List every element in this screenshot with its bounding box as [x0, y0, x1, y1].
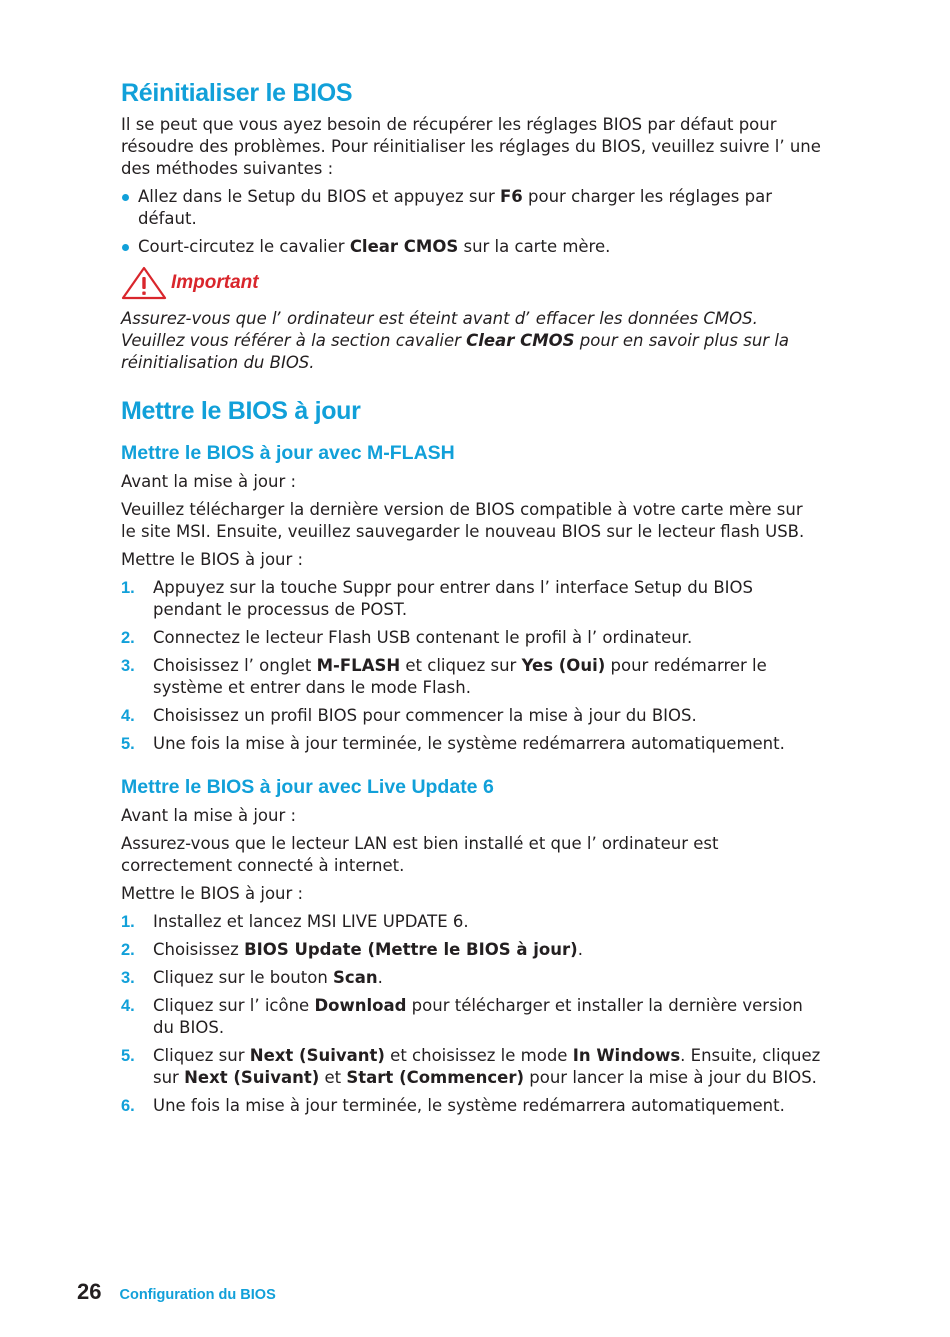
subsection-title-mflash: Mettre le BIOS à jour avec M-FLASH — [121, 442, 455, 464]
reset-methods-list — [121, 186, 821, 258]
step-number: 5. — [121, 735, 135, 753]
list-item: 2. Choisissez BIOS Update (Mettre le BIOS à jour). — [121, 940, 583, 959]
live-before-label: Avant la mise à jour : — [121, 806, 297, 825]
live-update-steps — [121, 911, 821, 1117]
live-update-label: Mettre le BIOS à jour : — [121, 884, 304, 903]
step-number: 3. — [121, 657, 135, 675]
step-number: 4. — [121, 707, 135, 725]
step-number: 3. — [121, 969, 135, 987]
list-item: Court-circutez le cavalier Clear CMOS sur la carte mère. — [121, 236, 821, 258]
step-number: 1. — [121, 579, 135, 597]
bullet-icon — [122, 244, 129, 251]
page-content — [121, 78, 821, 1123]
list-item: 5. Une fois la mise à jour terminée, le système redémarrera automatiquement. — [121, 734, 785, 753]
page-footer — [77, 1279, 276, 1305]
step-number: 4. — [121, 997, 135, 1015]
step-number: 2. — [121, 941, 135, 959]
warning-icon — [121, 266, 167, 300]
subsection-title-live-update: Mettre le BIOS à jour avec Live Update 6 — [121, 776, 494, 798]
step-number: 5. — [121, 1047, 135, 1065]
mflash-before-text: Veuillez télécharger la dernière version de BIOS compatible à votre carte mère sur le site MSI. Ensuite, veuillez sauvegarder le nouveau BIOS sur le lecteur flash USB. — [121, 500, 805, 541]
live-before-text: Assurez-vous que le lecteur LAN est bien installé et que lʼ ordinateur est correctement connecté à internet. — [121, 834, 719, 875]
section-title-reset: Réinitialiser le BIOS — [121, 79, 353, 107]
list-item: 3. Cliquez sur le bouton Scan. — [121, 968, 383, 987]
step-number: 2. — [121, 629, 135, 647]
list-item: 1. Installez et lancez MSI LIVE UPDATE 6. — [121, 912, 469, 931]
list-item: 6. Une fois la mise à jour terminée, le système redémarrera automatiquement. — [121, 1096, 785, 1115]
list-item: 3. Choisissez lʼ onglet M-FLASH et cliquez sur Yes (Oui) pour redémarrer le système et entrer dans le mode Flash. — [121, 656, 767, 697]
section-title-update: Mettre le BIOS à jour — [121, 397, 361, 425]
mflash-before-label: Avant la mise à jour : — [121, 472, 297, 491]
list-item: 4. Choisissez un profil BIOS pour commencer la mise à jour du BIOS. — [121, 706, 697, 725]
list-item: 1. Appuyez sur la touche Suppr pour entrer dans lʼ interface Setup du BIOS pendant le processus de POST. — [121, 578, 754, 619]
list-item: 2. Connectez le lecteur Flash USB contenant le profil à lʼ ordinateur. — [121, 628, 693, 647]
mflash-update-label: Mettre le BIOS à jour : — [121, 550, 304, 569]
important-note: Assurez-vous que lʼ ordinateur est éteint avant dʼ effacer les données CMOS. Veuillez vous référer à la section cavalier Clear CMOS pour en savoir plus sur la réinitialisation du BIOS. — [121, 309, 790, 372]
reset-intro: Il se peut que vous ayez besoin de récupérer les réglages BIOS par défaut pour résoudre des problèmes. Pour réinitialiser les réglages du BIOS, veuillez suivre lʼ une des méthodes suivantes : — [121, 115, 821, 178]
footer-section-label: Configuration du BIOS — [119, 1287, 276, 1303]
list-item: Allez dans le Setup du BIOS et appuyez sur F6 pour charger les réglages par défaut. — [121, 186, 821, 230]
important-callout — [121, 264, 821, 302]
step-number: 1. — [121, 913, 135, 931]
bullet-icon — [122, 194, 129, 201]
page-number: 26 — [77, 1279, 102, 1304]
important-label: Important — [171, 272, 259, 293]
mflash-steps — [121, 577, 821, 755]
list-item: 5. Cliquez sur Next (Suivant) et choisissez le mode In Windows. Ensuite, cliquez sur Next (Suivant) et Start (Commencer) pour lancer la mise à jour du BIOS. — [121, 1046, 821, 1087]
step-number: 6. — [121, 1097, 135, 1115]
list-item: 4. Cliquez sur lʼ icône Download pour télécharger et installer la dernière version du BIOS. — [121, 996, 803, 1037]
